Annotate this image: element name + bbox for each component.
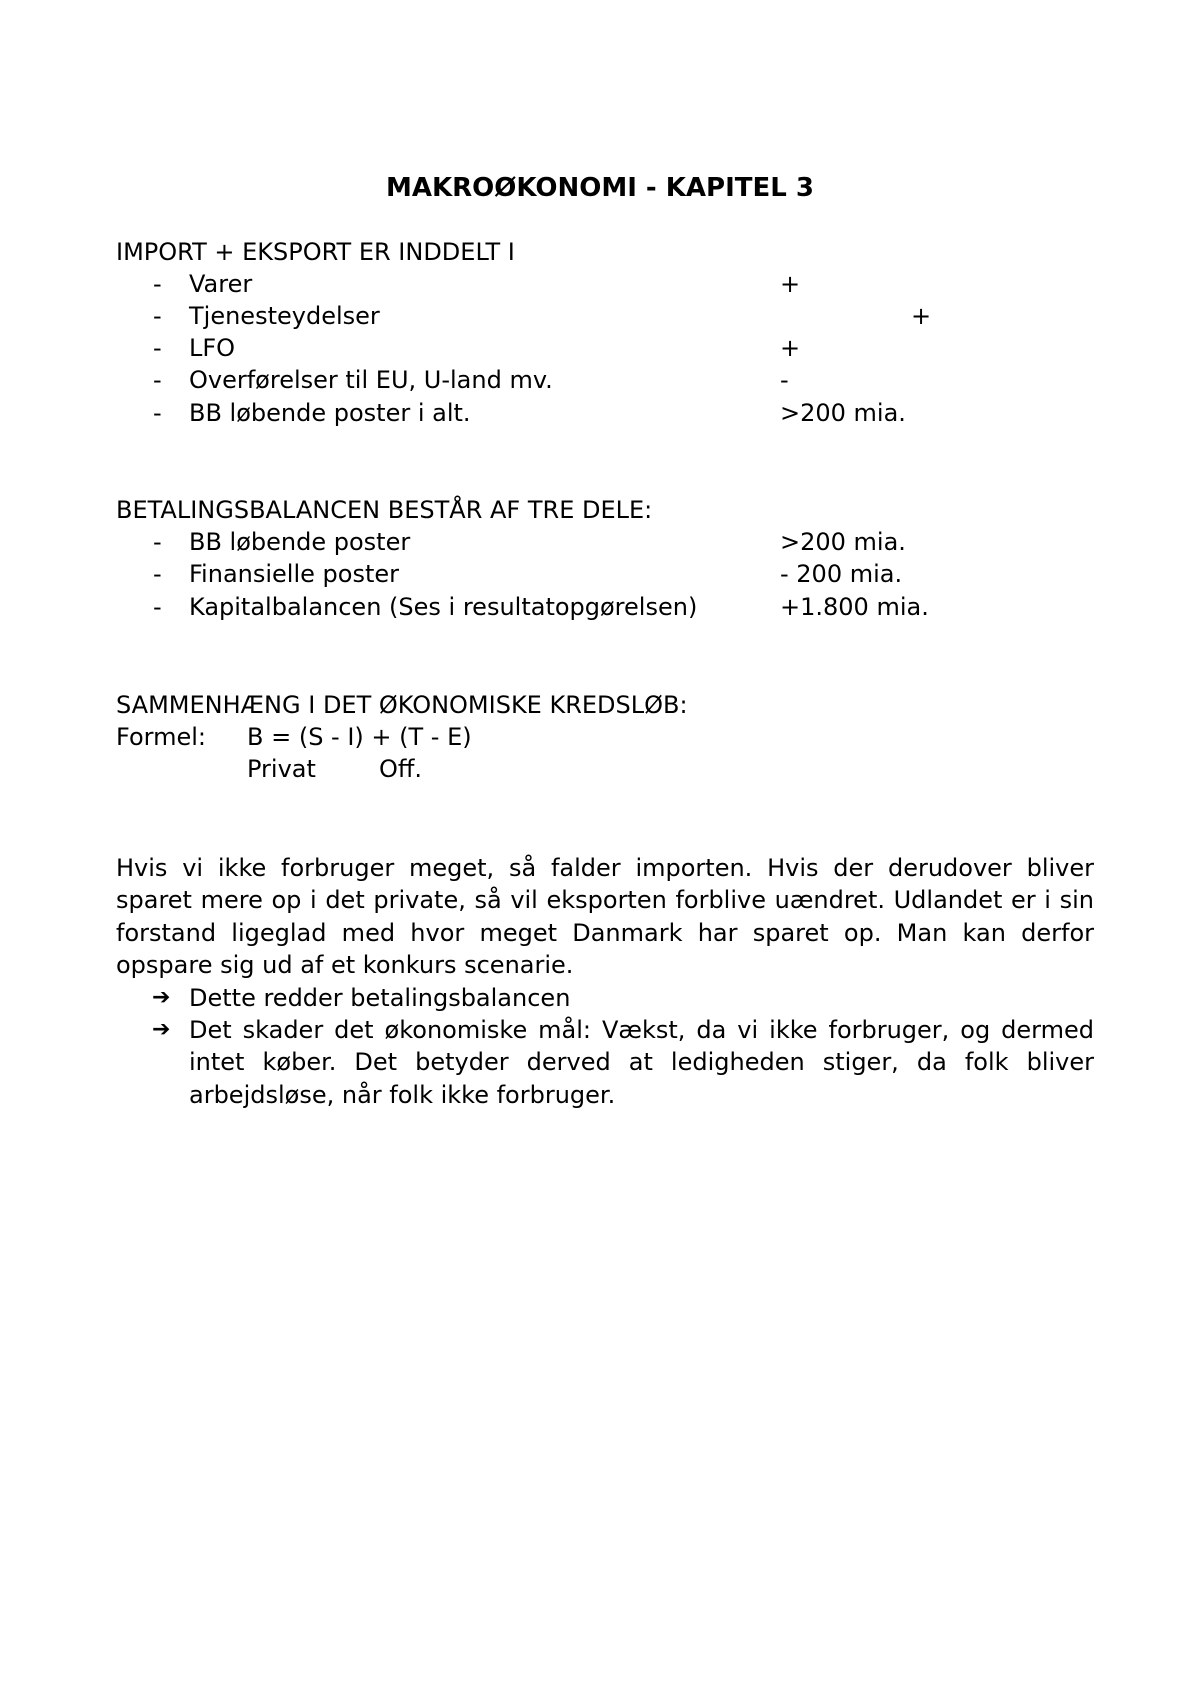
list-item-label: Finansielle poster <box>189 560 399 588</box>
page-title: MAKROØKONOMI - KAPITEL 3 <box>386 173 814 203</box>
formula: B = (S - I) + (T - E) <box>247 723 472 751</box>
arrow-right-icon: ➔ <box>152 1017 171 1042</box>
formula-label: Formel: <box>116 723 206 751</box>
list-item-label: Kapitalbalancen (Ses i resultatopgørelsen) <box>189 593 698 621</box>
list-item-label: BB løbende poster <box>189 528 411 556</box>
list-item-value: - <box>780 366 789 394</box>
body-paragraph: Hvis vi ikke forbruger meget, så falder importen. Hvis der derudover bliver sparet mere op i det private, så vil eksporten forblive uændret. Udlandet er i sin forstand ligeglad med hvor meget Danmark har sparet op. Man kan derfor opspare sig ud af et konkurs scenarie. <box>116 854 1094 979</box>
list-dash: - <box>153 560 162 588</box>
formula-sub-public: Off. <box>379 755 423 783</box>
list-item-value: + <box>911 302 932 330</box>
list-dash: - <box>153 334 162 362</box>
section-heading-betalingsbalancen: BETALINGSBALANCEN BESTÅR AF TRE DELE: <box>116 496 653 524</box>
list-dash: - <box>153 270 162 298</box>
list-item-value: - 200 mia. <box>780 560 903 588</box>
list-item-value: + <box>780 334 801 362</box>
list-item-value: +1.800 mia. <box>780 593 929 621</box>
list-item-label: BB løbende poster i alt. <box>189 399 471 427</box>
arrow-bullet-text: Det skader det økonomiske mål: Vækst, da vi ikke forbruger, og dermed intet køber. Det betyder derved at ledigheden stiger, da folk bliver arbejdsløse, når folk ikke forbruger. <box>189 1016 1094 1109</box>
list-dash: - <box>153 528 162 556</box>
list-item-label: Overførelser til EU, U-land mv. <box>189 366 553 394</box>
list-item-label: Varer <box>189 270 253 298</box>
list-item-label: Tjenesteydelser <box>189 302 380 330</box>
arrow-right-icon: ➔ <box>152 985 171 1010</box>
section-heading-import-export: IMPORT + EKSPORT ER INDDELT I <box>116 238 515 266</box>
list-dash: - <box>153 593 162 621</box>
list-item-value: >200 mia. <box>780 399 906 427</box>
arrow-bullet-text: Dette redder betalingsbalancen <box>189 984 571 1012</box>
formula-sub-private: Privat <box>247 755 316 783</box>
list-item-label: LFO <box>189 334 236 362</box>
section-heading-kredsloeb: SAMMENHÆNG I DET ØKONOMISKE KREDSLØB: <box>116 691 688 719</box>
list-dash: - <box>153 366 162 394</box>
list-item-value: + <box>780 270 801 298</box>
list-dash: - <box>153 302 162 330</box>
list-item-value: >200 mia. <box>780 528 906 556</box>
list-dash: - <box>153 399 162 427</box>
